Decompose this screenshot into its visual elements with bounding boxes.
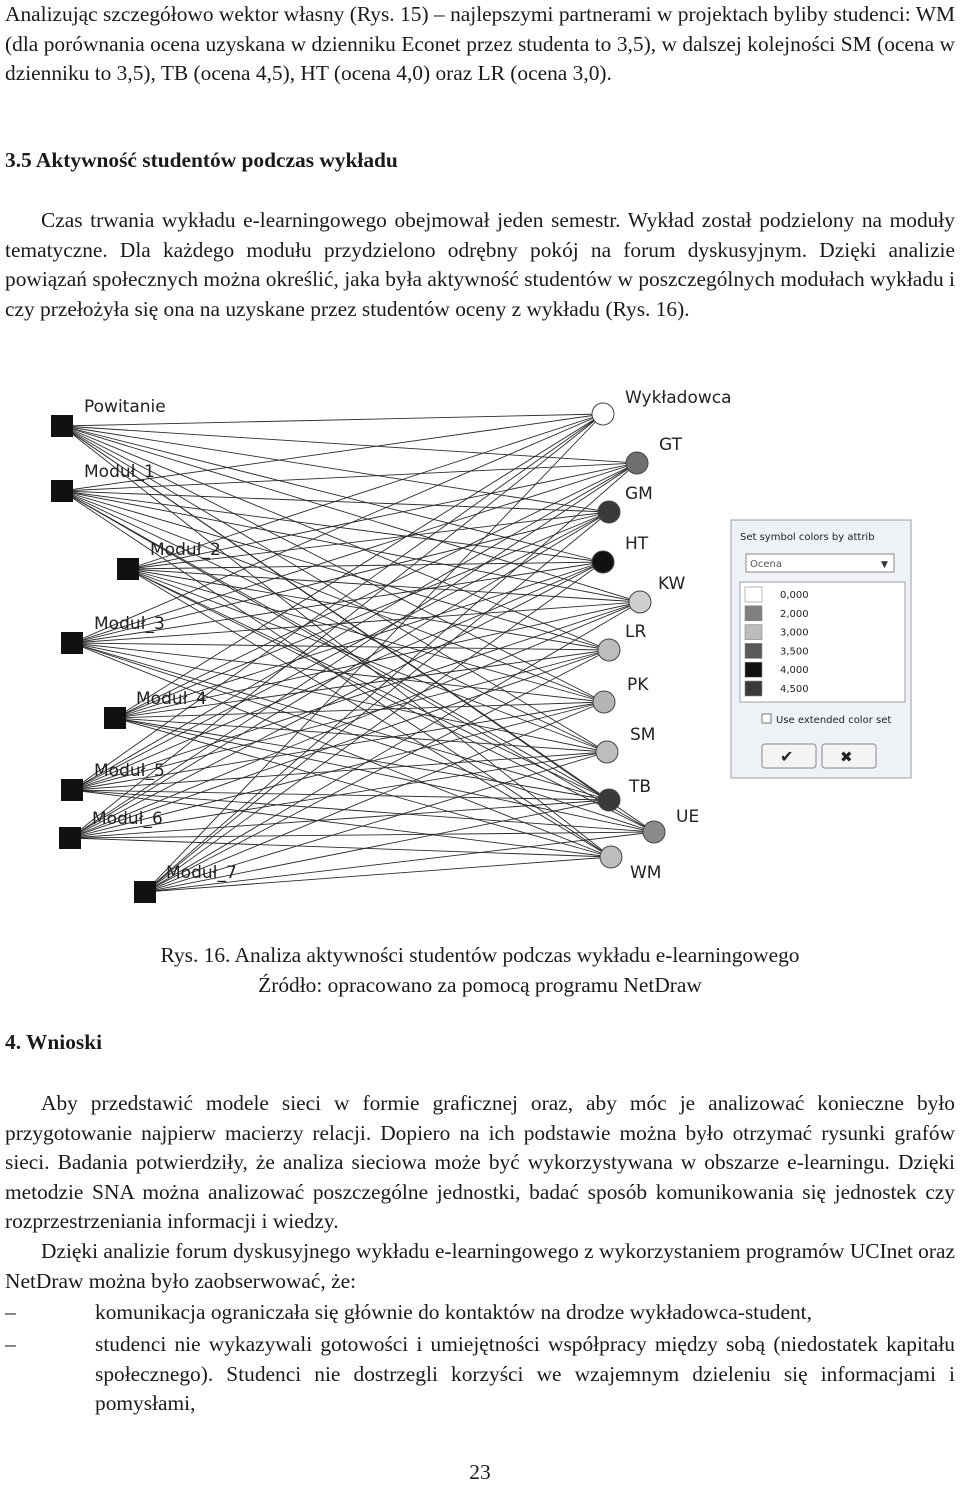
network-edge: [62, 426, 640, 602]
legend-value: 3,000: [780, 627, 809, 639]
bullet-text: komunikacja ograniczała się głównie do kontaktów na drodze wykładowca-student,: [95, 1300, 812, 1324]
legend-swatch[interactable]: [745, 662, 762, 677]
module-nodes: [51, 397, 237, 903]
person-nodes: [592, 388, 732, 883]
paragraph-eigenvector: Analizując szczegółowo wektor własny (Rys. 15) – najlepszymi partnerami w projektach byliby studenci: WM (dla porównania ocena uzyskana w dzienniku Econet przez studenta to 3,5), w dalszej kolejności SM (ocena w dzienniku to 3,5), TB (ocena 4,5), HT (ocena 4,0) oraz LR (ocena 3,0).: [5, 2, 955, 85]
figure-source: Źródło: opracowano za pomocą programu NetDraw: [258, 973, 702, 997]
person-node: [629, 591, 651, 613]
page-number: 23: [469, 1460, 491, 1484]
section-heading-conclusions: 4. Wnioski: [5, 1030, 103, 1054]
paragraph-lecture-activity: Czas trwania wykładu e-learningowego obejmował jeden semestr. Wykład został podzielony na moduły tematyczne. Dla każdego modułu przydzielono odrębny pokój na forum dyskusyjnym. Dzięki analizie powiązań społecznych można określić, jaka była aktywność studentów w poszczególnych modułach wykładu i czy przełożyła się ona na uzyskane przez studentów oceny z wykładu (Rys. 16).: [5, 208, 955, 321]
module-label: Moduł_1: [84, 462, 155, 482]
person-label: GM: [625, 484, 653, 504]
module-label: Moduł_4: [136, 689, 207, 709]
legend-value: 3,500: [780, 646, 809, 658]
module-label: Moduł_7: [166, 863, 237, 883]
person-node: [592, 551, 614, 573]
network-edge: [115, 414, 603, 718]
module-label: Moduł_3: [94, 614, 165, 634]
person-label: GT: [659, 435, 682, 455]
legend-value: 4,000: [780, 665, 809, 677]
module-node: [61, 779, 83, 801]
module-node: [51, 480, 73, 502]
extended-color-checkbox[interactable]: [762, 714, 771, 723]
person-label: LR: [625, 622, 647, 642]
person-node: [598, 789, 620, 811]
paragraph-conclusions-1: Aby przedstawić modele sieci w formie graficznej oraz, aby móc je analizować konieczne było przygotowanie najpierw macierzy relacji. Dopiero na ich podstawie można było otrzymać rysunki grafów sieci. Badania potwierdziły, że analiza sieciowa może być wykorzystywana w obszarze e-learningu. Dzięki metodzie SNA można analizować poszczególne jednostki, badać sposób komunikowania się jednostek czy rozprzestrzeniania informacji i wiedzy.: [5, 1091, 955, 1233]
dialog-title: Set symbol colors by attrib: [740, 532, 875, 543]
legend-swatch[interactable]: [745, 681, 762, 696]
section-heading-3-5: 3.5 Aktywność studentów podczas wykładu: [5, 148, 398, 172]
module-node: [61, 632, 83, 654]
person-label: UE: [676, 807, 700, 827]
module-node: [104, 707, 126, 729]
person-node: [643, 821, 665, 843]
network-edge: [145, 463, 637, 892]
module-node: [59, 827, 81, 849]
person-label: TB: [629, 777, 652, 797]
module-node: [117, 558, 139, 580]
module-label: Moduł_6: [92, 809, 163, 829]
bullet-text: studenci nie wykazywali gotowości i umiejętności współpracy między sobą (niedostatek kapitału społecznego). Studenci nie dostrzegli korzyści we wzajemnym dzieleniu się informacjami i pomysłami,: [95, 1332, 955, 1415]
legend-swatch[interactable]: [745, 606, 762, 621]
legend-value: 2,000: [780, 608, 809, 620]
legend-swatch[interactable]: [745, 625, 762, 640]
network-edge: [62, 491, 609, 800]
bullet-item: [5, 1330, 955, 1419]
figure-caption: Rys. 16. Analiza aktywności studentów podczas wykładu e-learningowego: [160, 943, 800, 967]
network-edge: [115, 718, 607, 752]
person-node: [598, 501, 620, 523]
legend-swatch[interactable]: [745, 587, 762, 602]
network-edge: [62, 491, 640, 602]
person-node: [598, 639, 620, 661]
module-label: Moduł_5: [94, 761, 165, 781]
person-label: WM: [630, 863, 662, 883]
network-edge: [145, 832, 654, 892]
person-node: [626, 452, 648, 474]
bullet-item: [5, 1298, 955, 1328]
bullet-dash: –: [5, 1300, 16, 1324]
person-node: [600, 846, 622, 868]
checkmark-icon: ✔: [780, 747, 794, 766]
network-figure: [0, 378, 960, 928]
network-edge: [70, 832, 654, 838]
module-node: [134, 881, 156, 903]
person-label: Wykładowca: [625, 388, 732, 408]
person-label: SM: [630, 725, 656, 745]
network-edge: [70, 512, 609, 838]
network-edge: [70, 463, 637, 838]
person-node: [596, 741, 618, 763]
person-label: KW: [658, 574, 686, 594]
person-node: [592, 403, 614, 425]
paragraph-conclusions-2: Dzięki analizie forum dyskusyjnego wykładu e-learningowego z wykorzystaniem programów UCInet oraz NetDraw można było zaobserwować, że:: [5, 1239, 955, 1293]
legend-box: [740, 582, 905, 702]
network-edge: [128, 569, 604, 702]
legend-value: 4,500: [780, 684, 809, 695]
network-edge: [145, 414, 603, 892]
network-edge: [72, 643, 609, 650]
network-edge: [128, 562, 603, 569]
legend-swatch[interactable]: [745, 643, 762, 658]
close-icon: ✖: [840, 748, 853, 766]
bullet-dash: –: [5, 1332, 16, 1356]
module-label: Powitanie: [84, 397, 166, 417]
network-edge: [62, 426, 637, 463]
symbol-colors-dialog: [731, 520, 911, 778]
legend-value: 0,000: [780, 590, 809, 601]
network-edge: [72, 643, 654, 832]
person-label: HT: [625, 534, 649, 554]
network-edge: [70, 838, 611, 857]
module-node: [51, 415, 73, 437]
module-label: Moduł_2: [150, 540, 221, 560]
attribute-select-value: Ocena: [750, 559, 782, 570]
person-label: PK: [627, 675, 649, 695]
chevron-down-icon: ▼: [881, 560, 888, 570]
person-node: [593, 691, 615, 713]
network-edge: [115, 718, 611, 857]
extended-color-label: Use extended color set: [776, 715, 892, 726]
